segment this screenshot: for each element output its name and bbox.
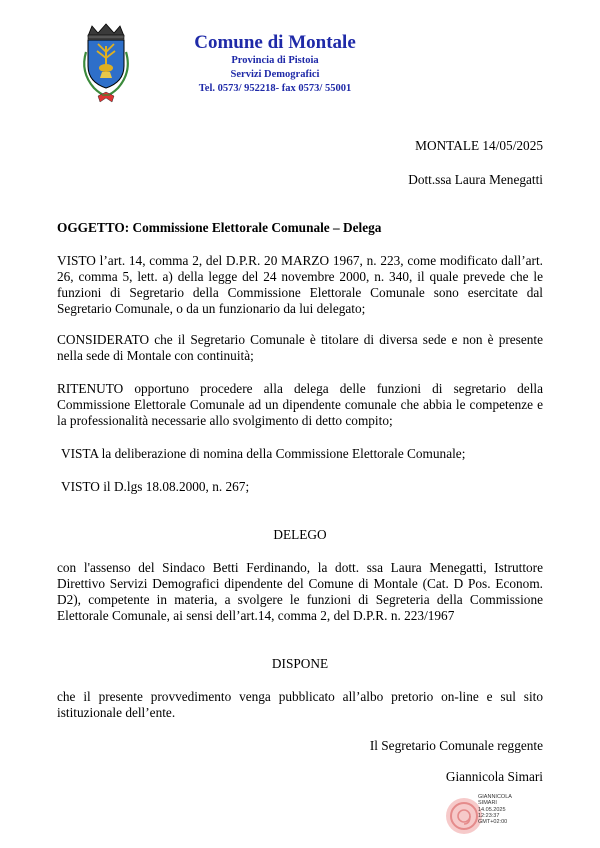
contact-numbers: Tel. 0573/ 952218- fax 0573/ 55001 bbox=[198, 83, 352, 94]
paragraph-ritenuto: RITENUTO opportuno procedere alla delega delle funzioni di segretario della Commissione Elettorale Comunale ad un dipendente comunale che abbia le competenze e la professionalità necessarie allo svolgimento di detto compito; bbox=[57, 381, 543, 428]
paragraph-visto-dpr: VISTO l’art. 14, comma 2, del D.P.R. 20 MARZO 1967, n. 223, come modificato dall’art. 26, comma 5, lett. a) della legge del 24 novembre 2000, n. 340, il quale prevede che le funzioni di Segretario della Commissione Elettorale Comunale sono esercitate dal Segretario Comunale, o da un funzionario da lui delegato; bbox=[57, 253, 543, 316]
paragraph-delega: con l'assenso del Sindaco Betti Ferdinando, la dott. ssa Laura Menegatti, Istruttore Direttivo Servizi Demografici dipendente del Comune di Montale (Cat. D Pos. Econom. D2), competente in materia, a svolgere le funzioni di Segreteria della Commissione Elettorale Comunale, ai sensi dell’art.14, comma 2, del D.P.R. n. 223/1967 bbox=[57, 560, 543, 623]
signature-line: GMT+02:00 bbox=[478, 819, 508, 826]
signature-line: GIANNICOLA bbox=[478, 794, 512, 800]
paragraph-vista: VISTA la deliberazione di nomina della Commissione Elettorale Comunale; bbox=[61, 446, 466, 461]
subject-line bbox=[57, 220, 543, 236]
signature-line: SIMARI bbox=[478, 800, 497, 807]
paragraph-dispone: che il presente provvedimento venga pubblicato all’albo pretorio on-line e sul sito istituzionale dell’ente. bbox=[57, 689, 543, 720]
municipal-crest-icon bbox=[78, 22, 134, 104]
municipality-name: Comune di Montale bbox=[194, 32, 356, 53]
signature-line: 14.05.2025 bbox=[478, 806, 506, 813]
dispone-heading: DISPONE bbox=[271, 656, 329, 671]
department-name: Servizi Demografici bbox=[230, 69, 320, 80]
paragraph-visto-dlgs: VISTO il D.lgs 18.08.2000, n. 267; bbox=[61, 479, 250, 494]
province-name: Provincia di Pistoia bbox=[231, 55, 319, 66]
subject-text: Commissione Elettorale Comunale – Delega bbox=[132, 220, 382, 235]
letterhead bbox=[150, 32, 400, 96]
delego-heading: DELEGO bbox=[273, 527, 327, 542]
digital-signature-text bbox=[478, 794, 538, 825]
signer-role: Il Segretario Comunale reggente bbox=[369, 738, 543, 753]
paragraph-considerato: CONSIDERATO che il Segretario Comunale è titolare di diversa sede e non è presente nella sede di Montale con continuità; bbox=[57, 332, 543, 363]
subject-label: OGGETTO: bbox=[57, 220, 130, 235]
recipient: Dott.ssa Laura Menegatti bbox=[408, 172, 543, 187]
signature-line: 12:23:37 bbox=[478, 812, 500, 819]
signer-name: Giannicola Simari bbox=[445, 769, 543, 784]
place-date: MONTALE 14/05/2025 bbox=[415, 138, 543, 153]
